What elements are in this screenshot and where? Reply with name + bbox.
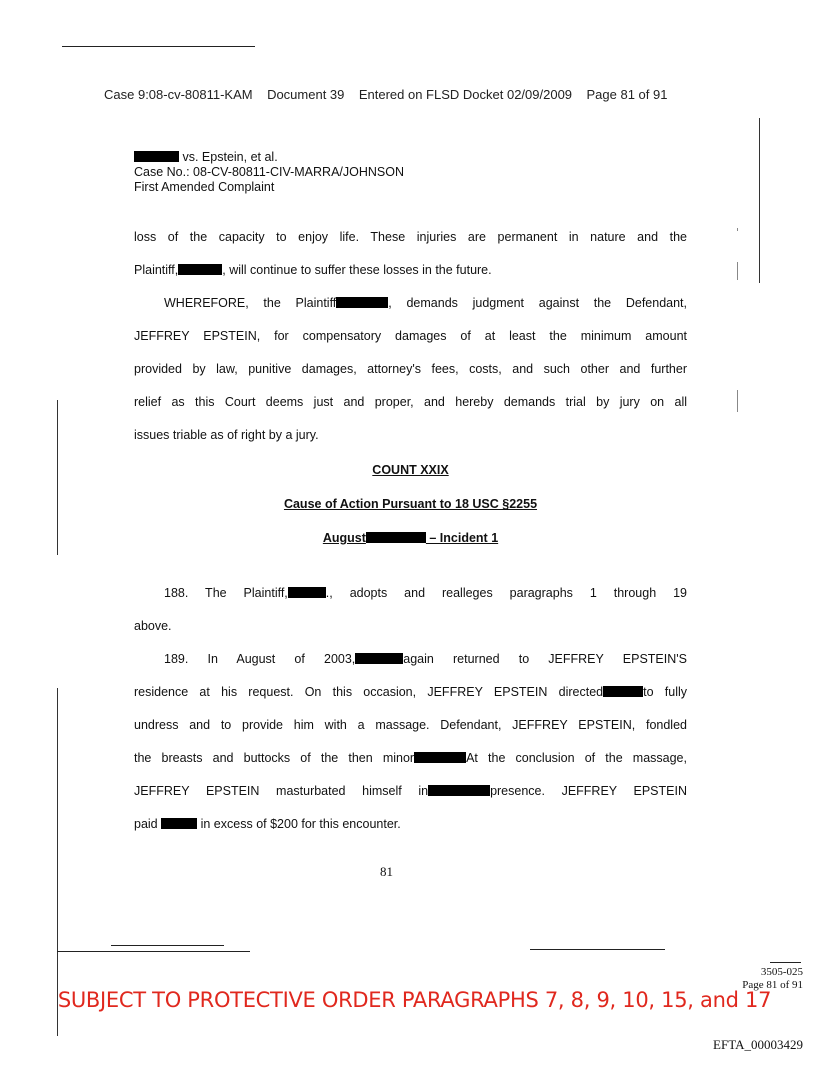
text: to fully [643,685,687,699]
text: – Incident 1 [425,531,499,545]
case-caption [134,150,404,195]
redaction [288,587,326,598]
text: residence at his request. On this occasion, JEFFREY EPSTEIN directed [134,685,604,699]
redaction [414,752,466,763]
bates-rule [770,962,801,963]
speck [737,390,738,412]
body-line [164,586,687,600]
bates-page: Page 81 of 91 [742,979,803,991]
footer-rule-right [530,949,665,950]
body-line [134,263,492,277]
redaction [178,264,222,275]
body-line: loss of the capacity to enjoy life. These injuries are permanent in nature and the [134,230,687,244]
left-margin-line-lower [57,688,58,1036]
case-number: Case 9:08-cv-80811-KAM [104,87,253,102]
bates-number: 3505-025 [760,966,803,978]
body-line: undress and to provide him with a massage. Defendant, JEFFREY EPSTEIN, fondled [134,718,687,732]
top-rule [62,46,255,47]
text: again returned to JEFFREY EPSTEIN'S [403,652,687,666]
docket-header [104,87,667,102]
text: August [322,531,366,545]
text: , demands judgment against the Defendant, [388,296,688,310]
body-line: above. [134,619,172,633]
text: paid [134,817,158,831]
page-number: 81 [380,864,393,879]
text: the breasts and buttocks of the then minor [134,751,415,765]
redaction [134,151,179,162]
text: in excess of $200 for this encounter. [200,817,401,831]
protective-order-notice: SUBJECT TO PROTECTIVE ORDER PARAGRAPHS 7, 8, 9, 10, 15, and 17 [57,988,772,1012]
footer-rule-left-short [111,945,224,946]
redaction [366,532,426,543]
body-line: relief as this Court deems just and proper, and hereby demands trial by jury on all [134,395,687,409]
body-line [134,751,687,765]
body-line [134,784,687,798]
redaction [428,785,490,796]
body-line [134,817,401,831]
incident-heading [134,531,687,545]
cause-heading: Cause of Action Pursuant to 18 USC §2255 [283,497,538,511]
body-line [164,652,687,666]
document-number: Document 39 [267,87,345,102]
text: , will continue to suffer these losses in the future. [222,263,492,277]
redaction [355,653,403,664]
body-line [134,685,687,699]
body-line: issues triable as of right by a jury. [134,428,319,442]
left-margin-line-upper [57,400,58,555]
text: 188. The Plaintiff, [164,586,288,600]
caption-parties: vs. Epstein, et al. [182,150,278,164]
speck [737,228,738,231]
text: Plaintiff, [134,263,179,277]
text: 189. In August of 2003, [164,652,356,666]
text: presence. JEFFREY EPSTEIN [490,784,687,798]
redaction [161,818,197,829]
header-page: Page 81 of 91 [586,87,668,102]
text: WHEREFORE, the Plaintiff [164,296,337,310]
body-line: JEFFREY EPSTEIN, for compensatory damages of at least the minimum amount [134,329,687,343]
right-margin-line [759,118,760,283]
redaction [336,297,388,308]
text: At the conclusion of the massage, [466,751,687,765]
footer-rule-left [57,951,250,952]
caption-case-no: Case No.: 08-CV-80811-CIV-MARRA/JOHNSON [134,165,404,179]
redaction [603,686,643,697]
text: JEFFREY EPSTEIN masturbated himself in [134,784,429,798]
speck [737,262,738,280]
caption-doc-title: First Amended Complaint [134,180,275,194]
body-line [164,296,687,310]
text: ., adopts and realleges paragraphs 1 through 19 [325,586,688,600]
body-line: provided by law, punitive damages, attorney's fees, costs, and such other and further [134,362,687,376]
count-heading: COUNT XXIX [372,463,449,477]
entered-date: Entered on FLSD Docket 02/09/2009 [358,87,573,102]
efta-id: EFTA_00003429 [713,1037,803,1052]
